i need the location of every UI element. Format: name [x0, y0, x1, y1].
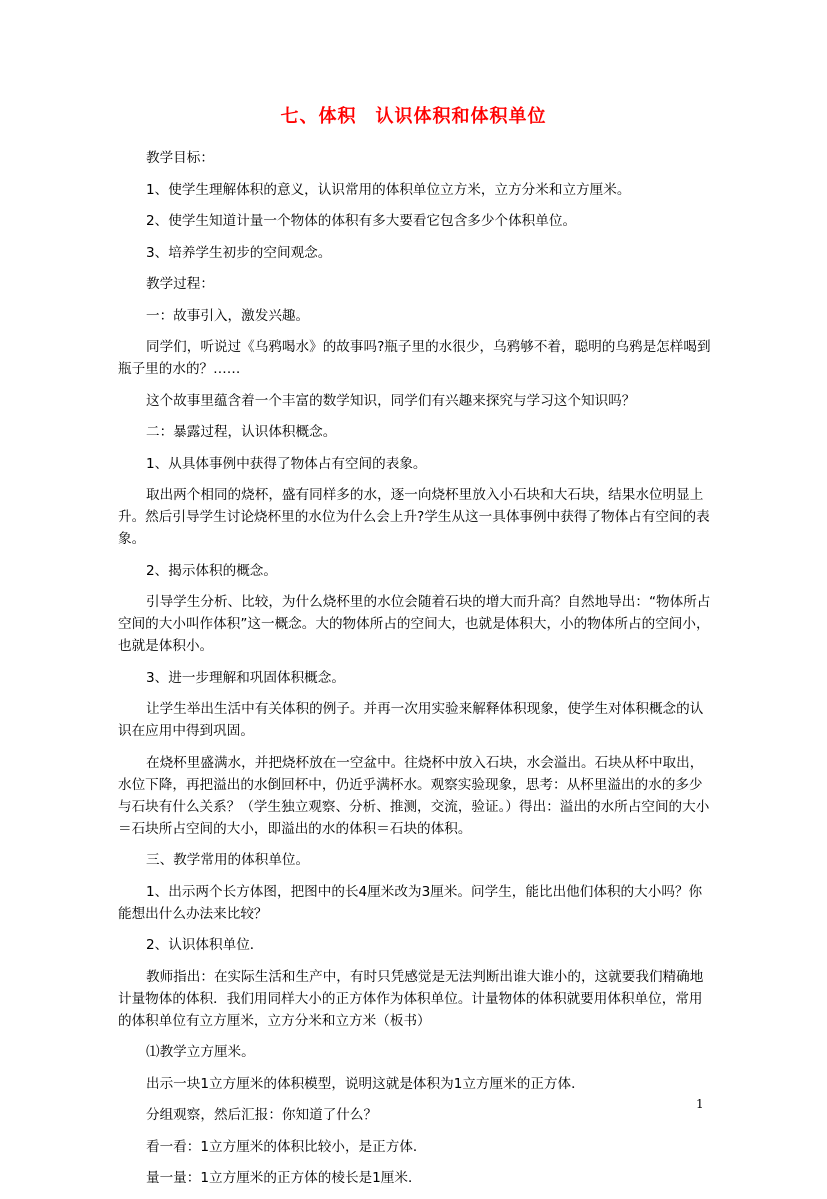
paragraph: 教学过程： — [146, 276, 214, 292]
paragraph: 看一看：1立方厘米的体积比较小，是正方体． — [146, 1138, 427, 1155]
paragraph: 1、从具体事例中获得了物体占有空间的表象。 — [146, 455, 427, 472]
paragraph: 引导学生分析、比较，为什么烧杯里的水位会随着石块的增大而升高？自然地导出：“物体所占空间的大小叫作体积”这一概念。大的物体所占的空间大，也就是体积大，小的物体所占的空间小，也就是体积小。 — [118, 594, 711, 654]
paragraph: 2、使学生知道计量一个物体的体积有多大要看它包含多少个体积单位。 — [146, 213, 577, 229]
paragraph: 3、培养学生初步的空间观念。 — [146, 244, 332, 261]
paragraph: 这个故事里蕴含着一个丰富的数学知识，同学们有兴趣来探究与学习这个知识吗？ — [146, 392, 636, 409]
paragraph: 取出两个相同的烧杯，盛有同样多的水，逐一向烧杯里放入小石块和大石块，结果水位明显上升。然后引导学生讨论烧杯里的水位为什么会上升?学生从这一具体事例中获得了物体占有空间的表象。 — [118, 487, 710, 547]
paragraph: 同学们，听说过《乌鸦喝水》的故事吗?瓶子里的水很少，乌鸦够不着，聪明的乌鸦是怎样喝到瓶子里的水的？…… — [118, 339, 711, 377]
document-body — [118, 147, 712, 1199]
paragraph: 出示一块1立方厘米的体积模型，说明这就是体积为1立方厘米的正方体． — [146, 1075, 585, 1092]
page-title: 七、体积 认识体积和体积单位 — [280, 106, 547, 127]
paragraph: 3、进一步理解和巩固体积概念。 — [146, 669, 345, 686]
paragraph: 1、出示两个长方体图，把图中的长4厘米改为3厘米。问学生，能比出他们体积的大小吗？你能想出什么办法来比较？ — [118, 883, 703, 922]
paragraph: 1、使学生理解体积的意义，认识常用的体积单位立方米，立方分米和立方厘米。 — [146, 181, 631, 198]
paragraph: 分组观察，然后汇报：你知道了什么？ — [146, 1107, 378, 1123]
paragraph: 量一量：1立方厘米的正方体的棱长是1厘米． — [146, 1170, 422, 1186]
paragraph: 2、认识体积单位． — [146, 937, 264, 953]
paragraph: 让学生举出生活中有关体积的例子。并再一次用实验来解释体积现象，使学生对体积概念的认识在应用中得到巩固。 — [118, 701, 704, 739]
paragraph: 二：暴露过程，认识体积概念。 — [146, 424, 337, 440]
paragraph: 2、揭示体积的概念。 — [146, 562, 277, 579]
paragraph: 三、教学常用的体积单位。 — [146, 852, 310, 868]
paragraph: 在烧杯里盛满水，并把烧杯放在一空盆中。往烧杯中放入石块，水会溢出。石块从杯中取出，水位下降，再把溢出的水倒回杯中，仍近乎满杯水。观察实验现象，思考：从杯里溢出的水的多少与石块有什么关系？（学生独立观察、分析、推测，交流，验证。）得出：溢出的水所占空间的大小＝石块所占空间的大小，即溢出的水的体积＝石块的体积。 — [118, 754, 710, 837]
paragraph: 一：故事引入，激发兴趣。 — [146, 307, 310, 324]
page-number: 1 — [696, 1097, 704, 1111]
paragraph: 教学目标： — [146, 150, 214, 166]
paragraph: ⑴教学立方厘米。 — [146, 1044, 255, 1060]
paragraph: 教师指出：在实际生活和生产中，有时只凭感觉是无法判断出谁大谁小的，这就要我们精确地计量物体的体积．我们用同样大小的正方体作为体积单位。计量物体的体积就要用体积单位，常用的体积单位有立方厘米，立方分米和立方米（板书） — [118, 968, 704, 1029]
